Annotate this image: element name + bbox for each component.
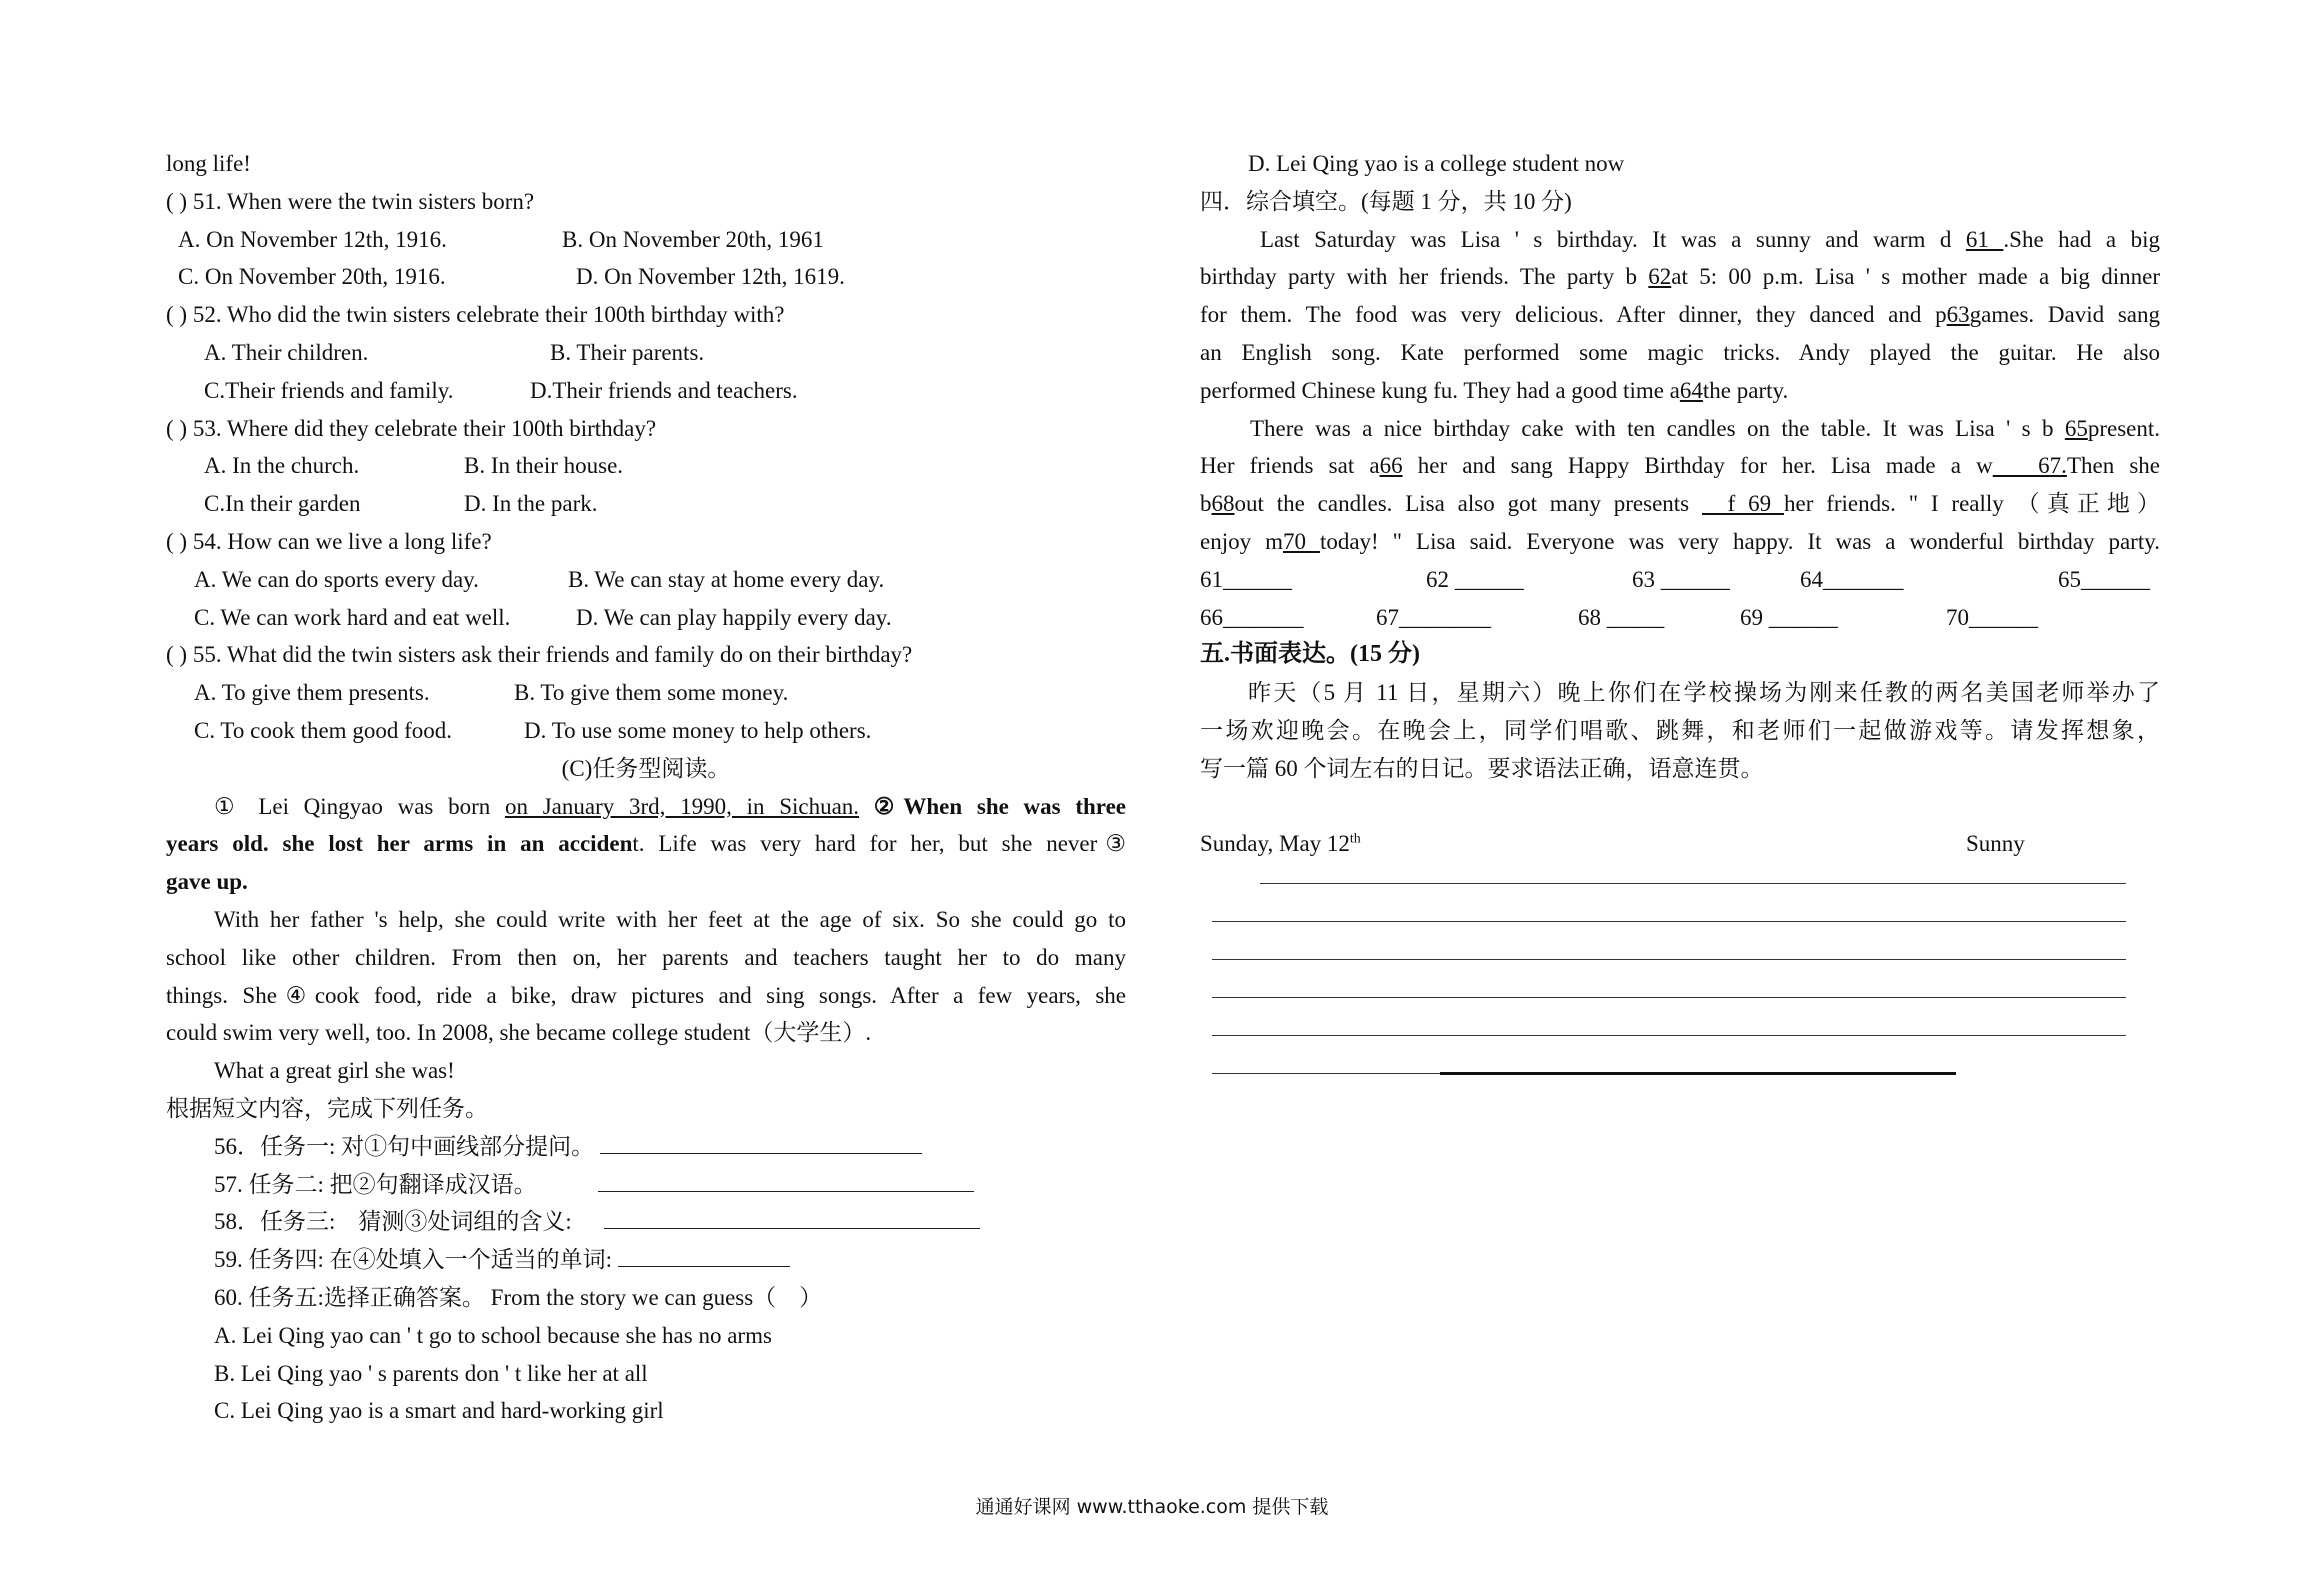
passage-line xyxy=(166,788,1126,826)
option-row xyxy=(166,334,1126,372)
writing-line xyxy=(1212,959,2126,960)
option-a: A. In the church. xyxy=(204,453,360,479)
diary-weather: Sunny xyxy=(1966,831,2025,857)
cloze-blank-66: 66 xyxy=(1379,453,1403,479)
option-b: B. Lei Qing yao ' s parents don ' t like her at all xyxy=(214,1360,648,1386)
option-b: B. To give them some money. xyxy=(514,680,789,706)
option-a: A. Lei Qing yao can ' t go to school because she has no arms xyxy=(214,1322,772,1348)
option-d: D. We can play happily every day. xyxy=(576,604,892,630)
passage-text: ① Lei Qingyao was born xyxy=(214,793,505,819)
right-column xyxy=(1200,145,2160,1093)
option-a: A. Their children. xyxy=(204,339,369,365)
left-column xyxy=(166,145,1126,1430)
cloze-text: b xyxy=(1200,491,1212,517)
passage-line: What a great girl she was! xyxy=(214,1058,455,1084)
bold-sentence: years old. she lost her arms in an acciden xyxy=(166,831,633,857)
cloze-blank-67: 67. xyxy=(1992,453,2067,479)
cloze-text: games. David sang xyxy=(1969,302,2160,328)
cloze-text: her friends. " I really （真正地） xyxy=(1784,491,2160,517)
writing-line xyxy=(1212,997,2126,998)
cloze-text: the party. xyxy=(1702,377,1789,403)
cloze-text: performed Chinese kung fu. They had a good time a xyxy=(1200,377,1680,403)
passage-text: t. Life was very hard for her, but she never③ xyxy=(632,831,1126,857)
answer-blank[interactable] xyxy=(598,1169,974,1192)
option-b: B. On November 20th, 1961 xyxy=(562,226,824,252)
cloze-text: .She had a big xyxy=(2003,226,2160,252)
diary-date-text: Sunday, May 12 xyxy=(1200,831,1350,857)
question-53: ( ) 53. Where did they celebrate their 100th birthday? xyxy=(166,415,657,441)
option-c: C. To cook them good food. xyxy=(194,717,452,743)
writing-line xyxy=(1212,921,2126,922)
cloze-line xyxy=(1200,258,2160,296)
option-row xyxy=(166,447,1126,485)
cloze-line xyxy=(1200,372,2160,410)
option-row xyxy=(166,674,1126,712)
answer-64[interactable]: 64_______ xyxy=(1800,566,1904,592)
cloze-line xyxy=(1200,296,2160,334)
question-55: ( ) 55. What did the twin sisters ask their friends and family do on their birthday? xyxy=(166,642,913,668)
cloze-blank-64: 64 xyxy=(1679,377,1703,403)
cloze-line: an English song. Kate performed some magic tricks. Andy played the guitar. He also xyxy=(1200,339,2160,365)
question-54: ( ) 54. How can we live a long life? xyxy=(166,528,492,554)
section-4-title: 四．综合填空。(每题 1 分，共 10 分) xyxy=(1200,188,1572,214)
option-b: B. We can stay at home every day. xyxy=(568,566,885,592)
option-row xyxy=(166,258,1126,296)
cloze-line xyxy=(1200,221,2160,259)
task-text: 57. 任务二: 把②句翻译成汉语。 xyxy=(214,1171,537,1197)
section-5-title: 五.书面表达。(15 分) xyxy=(1200,641,1420,668)
answer-69[interactable]: 69 ______ xyxy=(1740,604,1838,630)
cloze-text: Then she xyxy=(2066,453,2160,479)
option-row xyxy=(166,712,1126,750)
task-text: 58．任务三: 猜测③处词组的含义: xyxy=(214,1209,572,1235)
writing-line-bold xyxy=(1440,1072,1956,1075)
option-row xyxy=(166,221,1126,259)
option-d: D. On November 12th, 1619. xyxy=(576,264,845,290)
answer-62[interactable]: 62 ______ xyxy=(1426,566,1524,592)
writing-prompt-line: 一场欢迎晚会。在晚会上，同学们唱歌、跳舞，和老师们一起做游戏等。请发挥想象， xyxy=(1200,717,2160,743)
option-b: B. Their parents. xyxy=(550,339,705,365)
option-c: C.Their friends and family. xyxy=(204,377,454,403)
passage-line xyxy=(166,825,1126,863)
cloze-text: birthday party with her friends. The party b xyxy=(1200,264,1649,290)
answer-61[interactable]: 61______ xyxy=(1200,566,1292,592)
diary-header xyxy=(1200,825,2160,863)
spacer xyxy=(1200,788,2160,826)
answer-blank[interactable] xyxy=(600,1131,922,1154)
option-row xyxy=(166,561,1126,599)
option-d: D.Their friends and teachers. xyxy=(530,377,798,403)
cloze-text: enjoy m xyxy=(1200,528,1283,554)
writing-line xyxy=(1260,883,2126,884)
passage-line: things. She④cook food, ride a bike, draw pictures and sing songs. After a few years, she xyxy=(166,982,1126,1008)
cloze-blank-68: 68 xyxy=(1211,491,1235,517)
option-a: A. On November 12th, 1916. xyxy=(178,226,447,252)
cloze-text: Her friends sat a xyxy=(1200,453,1380,479)
option-row xyxy=(166,485,1126,523)
diary-date xyxy=(1200,831,1361,856)
option-b: B. In their house. xyxy=(464,453,624,479)
passage-line: school like other children. From then on, her parents and teachers taught her to do many xyxy=(166,944,1126,970)
task-57 xyxy=(166,1166,1126,1204)
cloze-blank-70: 70 xyxy=(1282,528,1320,554)
cloze-line xyxy=(1200,523,2160,561)
task-58 xyxy=(166,1203,1126,1241)
option-row xyxy=(166,599,1126,637)
task-text: 56．任务一: 对①句中画线部分提问。 xyxy=(214,1133,595,1159)
passage-line: gave up. xyxy=(166,869,248,895)
cloze-blank-61: 61 xyxy=(1965,226,2004,252)
cloze-text: at 5: 00 p.m. Lisa ' s mother made a big dinner xyxy=(1671,264,2160,290)
writing-line xyxy=(1212,1073,1440,1074)
cloze-text: Last Saturday was Lisa ' s birthday. It was a sunny and warm d xyxy=(1260,226,1966,252)
answer-blank[interactable] xyxy=(604,1206,980,1229)
section-c-title: (C)任务型阅读。 xyxy=(561,755,731,781)
cloze-text: There was a nice birthday cake with ten candles on the table. It was Lisa ' s b xyxy=(1250,415,2065,441)
answer-63[interactable]: 63 ______ xyxy=(1632,566,1730,592)
task-60: 60. 任务五:选择正确答案。 From the story we can guess（ ） xyxy=(214,1284,823,1310)
option-a: A. To give them presents. xyxy=(194,680,430,706)
answer-row xyxy=(1200,599,2160,637)
cloze-blank-69: f 69 xyxy=(1701,491,1785,517)
task-text: 59. 任务四: 在④处填入一个适当的单词: xyxy=(214,1247,613,1273)
task-59 xyxy=(166,1241,1126,1279)
answer-row xyxy=(1200,561,2160,599)
option-c: C. Lei Qing yao is a smart and hard-working girl xyxy=(214,1398,664,1424)
cloze-line xyxy=(1200,485,2160,523)
writing-line xyxy=(1212,1035,2126,1036)
answer-66[interactable]: 66_______ xyxy=(1200,604,1304,630)
footer-watermark: 通通好课网 www.tthaoke.com 提供下载 xyxy=(975,1496,1329,1518)
option-a: A. We can do sports every day. xyxy=(194,566,479,592)
cloze-text: today! " Lisa said. Everyone was very happy. It was a wonderful birthday party. xyxy=(1319,528,2160,554)
underlined-phrase: on January 3rd, 1990, in Sichuan. xyxy=(505,793,860,819)
passage-line: could swim very well, too. In 2008, she became college student（大学生）. xyxy=(166,1020,872,1046)
writing-prompt-line: 昨天（5 月 11 日，星期六）晚上你们在学校操场为刚来任教的两名美国老师举办了 xyxy=(1248,680,2160,706)
answer-70[interactable]: 70______ xyxy=(1946,604,2038,630)
task-56 xyxy=(166,1128,1126,1166)
option-d: D. In the park. xyxy=(464,491,598,517)
cloze-blank-62: 62 xyxy=(1648,264,1672,290)
text-line: long life! xyxy=(166,151,251,176)
cloze-blank-65: 65 xyxy=(2064,415,2088,441)
option-row xyxy=(166,372,1126,410)
option-c: C. On November 20th, 1916. xyxy=(178,264,446,290)
task-intro: 根据短文内容，完成下列任务。 xyxy=(166,1095,488,1121)
writing-area[interactable] xyxy=(1200,863,2160,1093)
option-c: C.In their garden xyxy=(204,491,361,517)
option-d: D. Lei Qing yao is a college student now xyxy=(1248,151,1625,176)
question-51: ( ) 51. When were the twin sisters born? xyxy=(166,188,535,214)
cloze-text: for them. The food was very delicious. After dinner, they danced and p xyxy=(1200,302,1947,328)
cloze-text: present. xyxy=(2087,415,2160,441)
bold-sentence: ②When she was three xyxy=(859,793,1126,819)
question-52: ( ) 52. Who did the twin sisters celebrate their 100th birthday with? xyxy=(166,302,785,328)
cloze-line xyxy=(1200,447,2160,485)
passage-line: With her father 's help, she could write with her feet at the age of six. So she could go to xyxy=(214,906,1126,932)
answer-blank[interactable] xyxy=(618,1244,790,1267)
option-d: D. To use some money to help others. xyxy=(524,717,872,743)
answer-65[interactable]: 65______ xyxy=(2058,566,2150,592)
date-suffix: th xyxy=(1349,831,1361,847)
cloze-blank-63: 63 xyxy=(1946,302,1970,328)
cloze-text: her and sang Happy Birthday for her. Lisa made a w xyxy=(1402,453,1993,479)
answer-68[interactable]: 68 _____ xyxy=(1578,604,1665,630)
cloze-line xyxy=(1200,410,2160,448)
option-c: C. We can work hard and eat well. xyxy=(194,604,511,630)
answer-67[interactable]: 67________ xyxy=(1376,604,1491,630)
cloze-text: out the candles. Lisa also got many presents xyxy=(1234,491,1702,517)
writing-prompt-line: 写一篇 60 个词左右的日记。要求语法正确，语意连贯。 xyxy=(1200,755,1764,781)
